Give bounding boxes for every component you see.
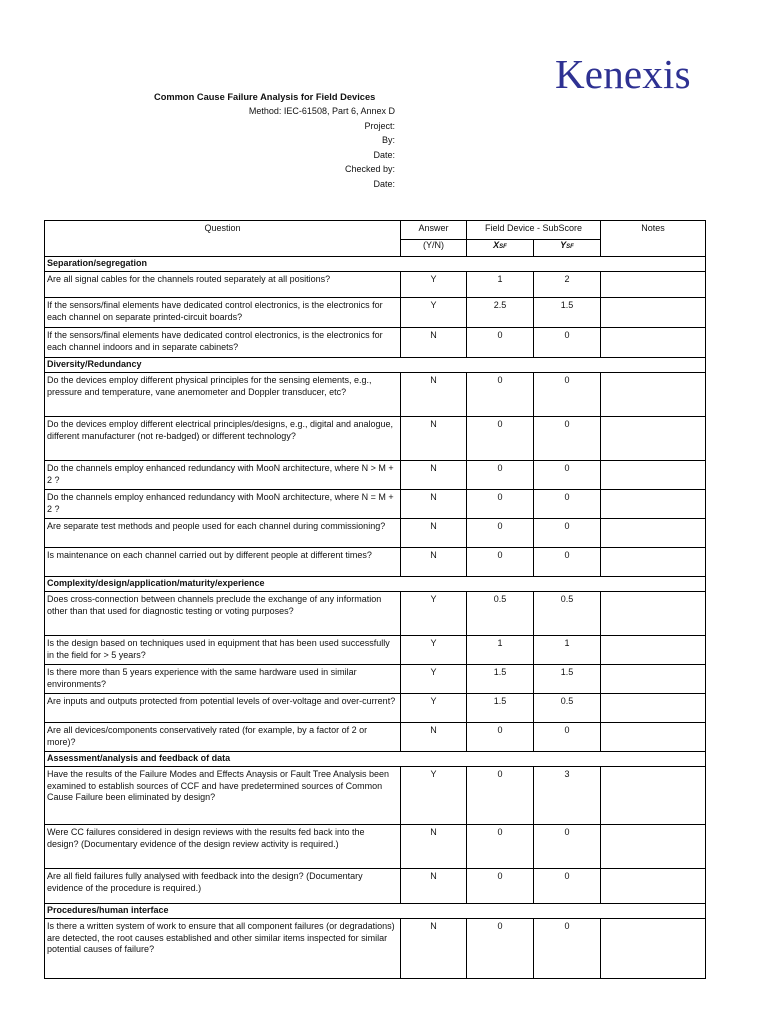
answer-cell: Y	[401, 636, 467, 665]
table-row	[45, 592, 706, 636]
by-label: By:	[381, 135, 395, 145]
section-row	[45, 752, 706, 767]
table-row	[45, 417, 706, 461]
table-row	[45, 519, 706, 548]
question-cell: Does cross-connection between channels preclude the exchange of any information other than that used for diagnostic testing or voting purposes?	[45, 592, 401, 636]
answer-cell: Y	[401, 272, 467, 298]
table-row	[45, 723, 706, 752]
checked-by-label: Checked by:	[344, 164, 395, 174]
question-header: Question	[45, 221, 401, 257]
table-row	[45, 636, 706, 665]
notes-cell	[601, 767, 706, 825]
notes-cell	[601, 665, 706, 694]
table-row	[45, 665, 706, 694]
x-sf-cell: 0	[467, 869, 534, 904]
y-sf-cell: 0	[534, 519, 601, 548]
notes-cell	[601, 519, 706, 548]
notes-cell	[601, 373, 706, 417]
question-cell: Do the channels employ enhanced redundancy with MooN architecture, where N > M + 2 ?	[45, 461, 401, 490]
question-cell: Do the devices employ different electrical principles/designs, e.g., digital and analogue, different manufacturer (not re-badged) or different technology?	[45, 417, 401, 461]
question-cell: Is there a written system of work to ensure that all component failures (or degradations) are detected, the root causes established and other similar items inspected for similar potential causes of failure?	[45, 919, 401, 979]
section-title: Procedures/human interface	[45, 904, 706, 919]
section-row	[45, 358, 706, 373]
section-title: Diversity/Redundancy	[45, 358, 706, 373]
notes-cell	[601, 592, 706, 636]
question-cell: Is there more than 5 years experience with the same hardware used in similar environments?	[45, 665, 401, 694]
section-row	[45, 577, 706, 592]
x-sf-cell: 0.5	[467, 592, 534, 636]
answer-cell: N	[401, 461, 467, 490]
x-sf-cell: 0	[467, 919, 534, 979]
x-sf-cell: 1.5	[467, 694, 534, 723]
y-sf-cell: 0	[534, 919, 601, 979]
notes-cell	[601, 417, 706, 461]
y-sf-cell: 0	[534, 723, 601, 752]
question-cell: Are separate test methods and people used for each channel during commissioning?	[45, 519, 401, 548]
notes-cell	[601, 694, 706, 723]
question-cell: Are all field failures fully analysed with feedback into the design? (Documentary evidence of the procedure is required.)	[45, 869, 401, 904]
notes-cell	[601, 919, 706, 979]
question-cell: Is the design based on techniques used in equipment that has been used successfully in the field for > 5 years?	[45, 636, 401, 665]
table-row	[45, 869, 706, 904]
notes-cell	[601, 328, 706, 358]
x-sf-cell: 0	[467, 461, 534, 490]
x-sf-cell: 0	[467, 825, 534, 869]
y-sf-cell: 3	[534, 767, 601, 825]
ccf-question-table	[44, 220, 706, 979]
section-row	[45, 257, 706, 272]
date-label: Date:	[373, 149, 395, 160]
y-sf-cell: 0	[534, 461, 601, 490]
x-sf-cell: 0	[467, 519, 534, 548]
answer-cell: Y	[401, 665, 467, 694]
y-sf-cell: 0	[534, 548, 601, 577]
notes-cell	[601, 272, 706, 298]
y-sf-cell: 0	[534, 417, 601, 461]
question-cell: Are all signal cables for the channels routed separately at all positions?	[45, 272, 401, 298]
x-sf-cell: 0	[467, 417, 534, 461]
notes-cell	[601, 548, 706, 577]
table-row	[45, 548, 706, 577]
question-cell: Is maintenance on each channel carried out by different people at different times?	[45, 548, 401, 577]
method-label: Method: IEC-61508, Part 6, Annex D	[248, 106, 395, 116]
section-title: Assessment/analysis and feedback of data	[45, 752, 706, 767]
question-cell: Are all devices/components conservatively rated (for example, by a factor of 2 or more)?	[45, 723, 401, 752]
answer-yn-header: (Y/N)	[401, 240, 467, 257]
subscore-header: Field Device - SubScore	[467, 221, 601, 240]
question-cell: Do the channels employ enhanced redundancy with MooN architecture, where N = M + 2 ?	[45, 490, 401, 519]
x-sf-cell: 0	[467, 490, 534, 519]
table-row	[45, 328, 706, 358]
answer-cell: N	[401, 919, 467, 979]
answer-cell: N	[401, 519, 467, 548]
notes-cell	[601, 723, 706, 752]
answer-header: Answer	[401, 221, 467, 240]
section-row	[45, 904, 706, 919]
answer-cell: N	[401, 490, 467, 519]
y-sf-cell: 1.5	[534, 665, 601, 694]
table-row	[45, 490, 706, 519]
question-cell: Are inputs and outputs protected from potential levels of over-voltage and over-current?	[45, 694, 401, 723]
y-sf-cell: 2	[534, 272, 601, 298]
answer-cell: N	[401, 825, 467, 869]
answer-cell: Y	[401, 592, 467, 636]
y-sf-cell: 0	[534, 869, 601, 904]
y-sf-cell: 0	[534, 328, 601, 358]
question-cell: If the sensors/final elements have dedicated control electronics, is the electronics for each channel on separate printed-circuit boards?	[45, 298, 401, 328]
y-sf-cell: 0.5	[534, 592, 601, 636]
table-row	[45, 298, 706, 328]
answer-cell: Y	[401, 694, 467, 723]
answer-cell: N	[401, 373, 467, 417]
question-cell: Have the results of the Failure Modes and Effects Anaysis or Fault Tree Analysis been examined to establish sources of CCF and have predetermined sources of Common Cause Failure been eliminated by design?	[45, 767, 401, 825]
notes-header: Notes	[601, 221, 706, 257]
table-body	[45, 257, 706, 979]
x-sf-cell: 1.5	[467, 665, 534, 694]
x-sf-cell: 1	[467, 636, 534, 665]
x-sf-cell: 2.5	[467, 298, 534, 328]
notes-cell	[601, 636, 706, 665]
x-sf-cell: 0	[467, 548, 534, 577]
y-sf-cell: 0	[534, 490, 601, 519]
table-row	[45, 373, 706, 417]
y-sf-cell: 1	[534, 636, 601, 665]
question-cell: Were CC failures considered in design reviews with the results fed back into the design? (Documentary evidence of the design review activity is required.)	[45, 825, 401, 869]
section-title: Separation/segregation	[45, 257, 706, 272]
checked-date-label: Date:	[373, 178, 395, 189]
y-sf-cell: 1.5	[534, 298, 601, 328]
company-logo: Kenexis	[555, 51, 691, 97]
answer-cell: N	[401, 548, 467, 577]
y-sf-cell: 0.5	[534, 694, 601, 723]
notes-cell	[601, 298, 706, 328]
table-row	[45, 825, 706, 869]
x-sf-cell: 0	[467, 328, 534, 358]
project-label: Project:	[364, 120, 395, 131]
notes-cell	[601, 825, 706, 869]
x-sf-cell: 1	[467, 272, 534, 298]
answer-cell: N	[401, 869, 467, 904]
answer-cell: Y	[401, 767, 467, 825]
notes-cell	[601, 869, 706, 904]
notes-cell	[601, 461, 706, 490]
y-sf-cell: 0	[534, 373, 601, 417]
question-cell: If the sensors/final elements have dedicated control electronics, is the electronics for each channel indoors and in separate cabinets?	[45, 328, 401, 358]
x-sf-cell: 0	[467, 767, 534, 825]
y-sf-header: YSF	[534, 240, 601, 257]
x-sf-cell: 0	[467, 723, 534, 752]
table-row	[45, 919, 706, 979]
x-sf-header: XSF	[467, 240, 534, 257]
question-cell: Do the devices employ different physical principles for the sensing elements, e.g., pressure and temperature, vane anemometer and Doppler transducer, etc?	[45, 373, 401, 417]
table-row	[45, 461, 706, 490]
section-title: Complexity/design/application/maturity/experience	[45, 577, 706, 592]
answer-cell: N	[401, 417, 467, 461]
notes-cell	[601, 490, 706, 519]
x-sf-cell: 0	[467, 373, 534, 417]
answer-cell: N	[401, 723, 467, 752]
table-row	[45, 767, 706, 825]
y-sf-cell: 0	[534, 825, 601, 869]
answer-cell: Y	[401, 298, 467, 328]
table-row	[45, 272, 706, 298]
answer-cell: N	[401, 328, 467, 358]
table-row	[45, 694, 706, 723]
document-title: Common Cause Failure Analysis for Field Devices	[154, 92, 376, 102]
